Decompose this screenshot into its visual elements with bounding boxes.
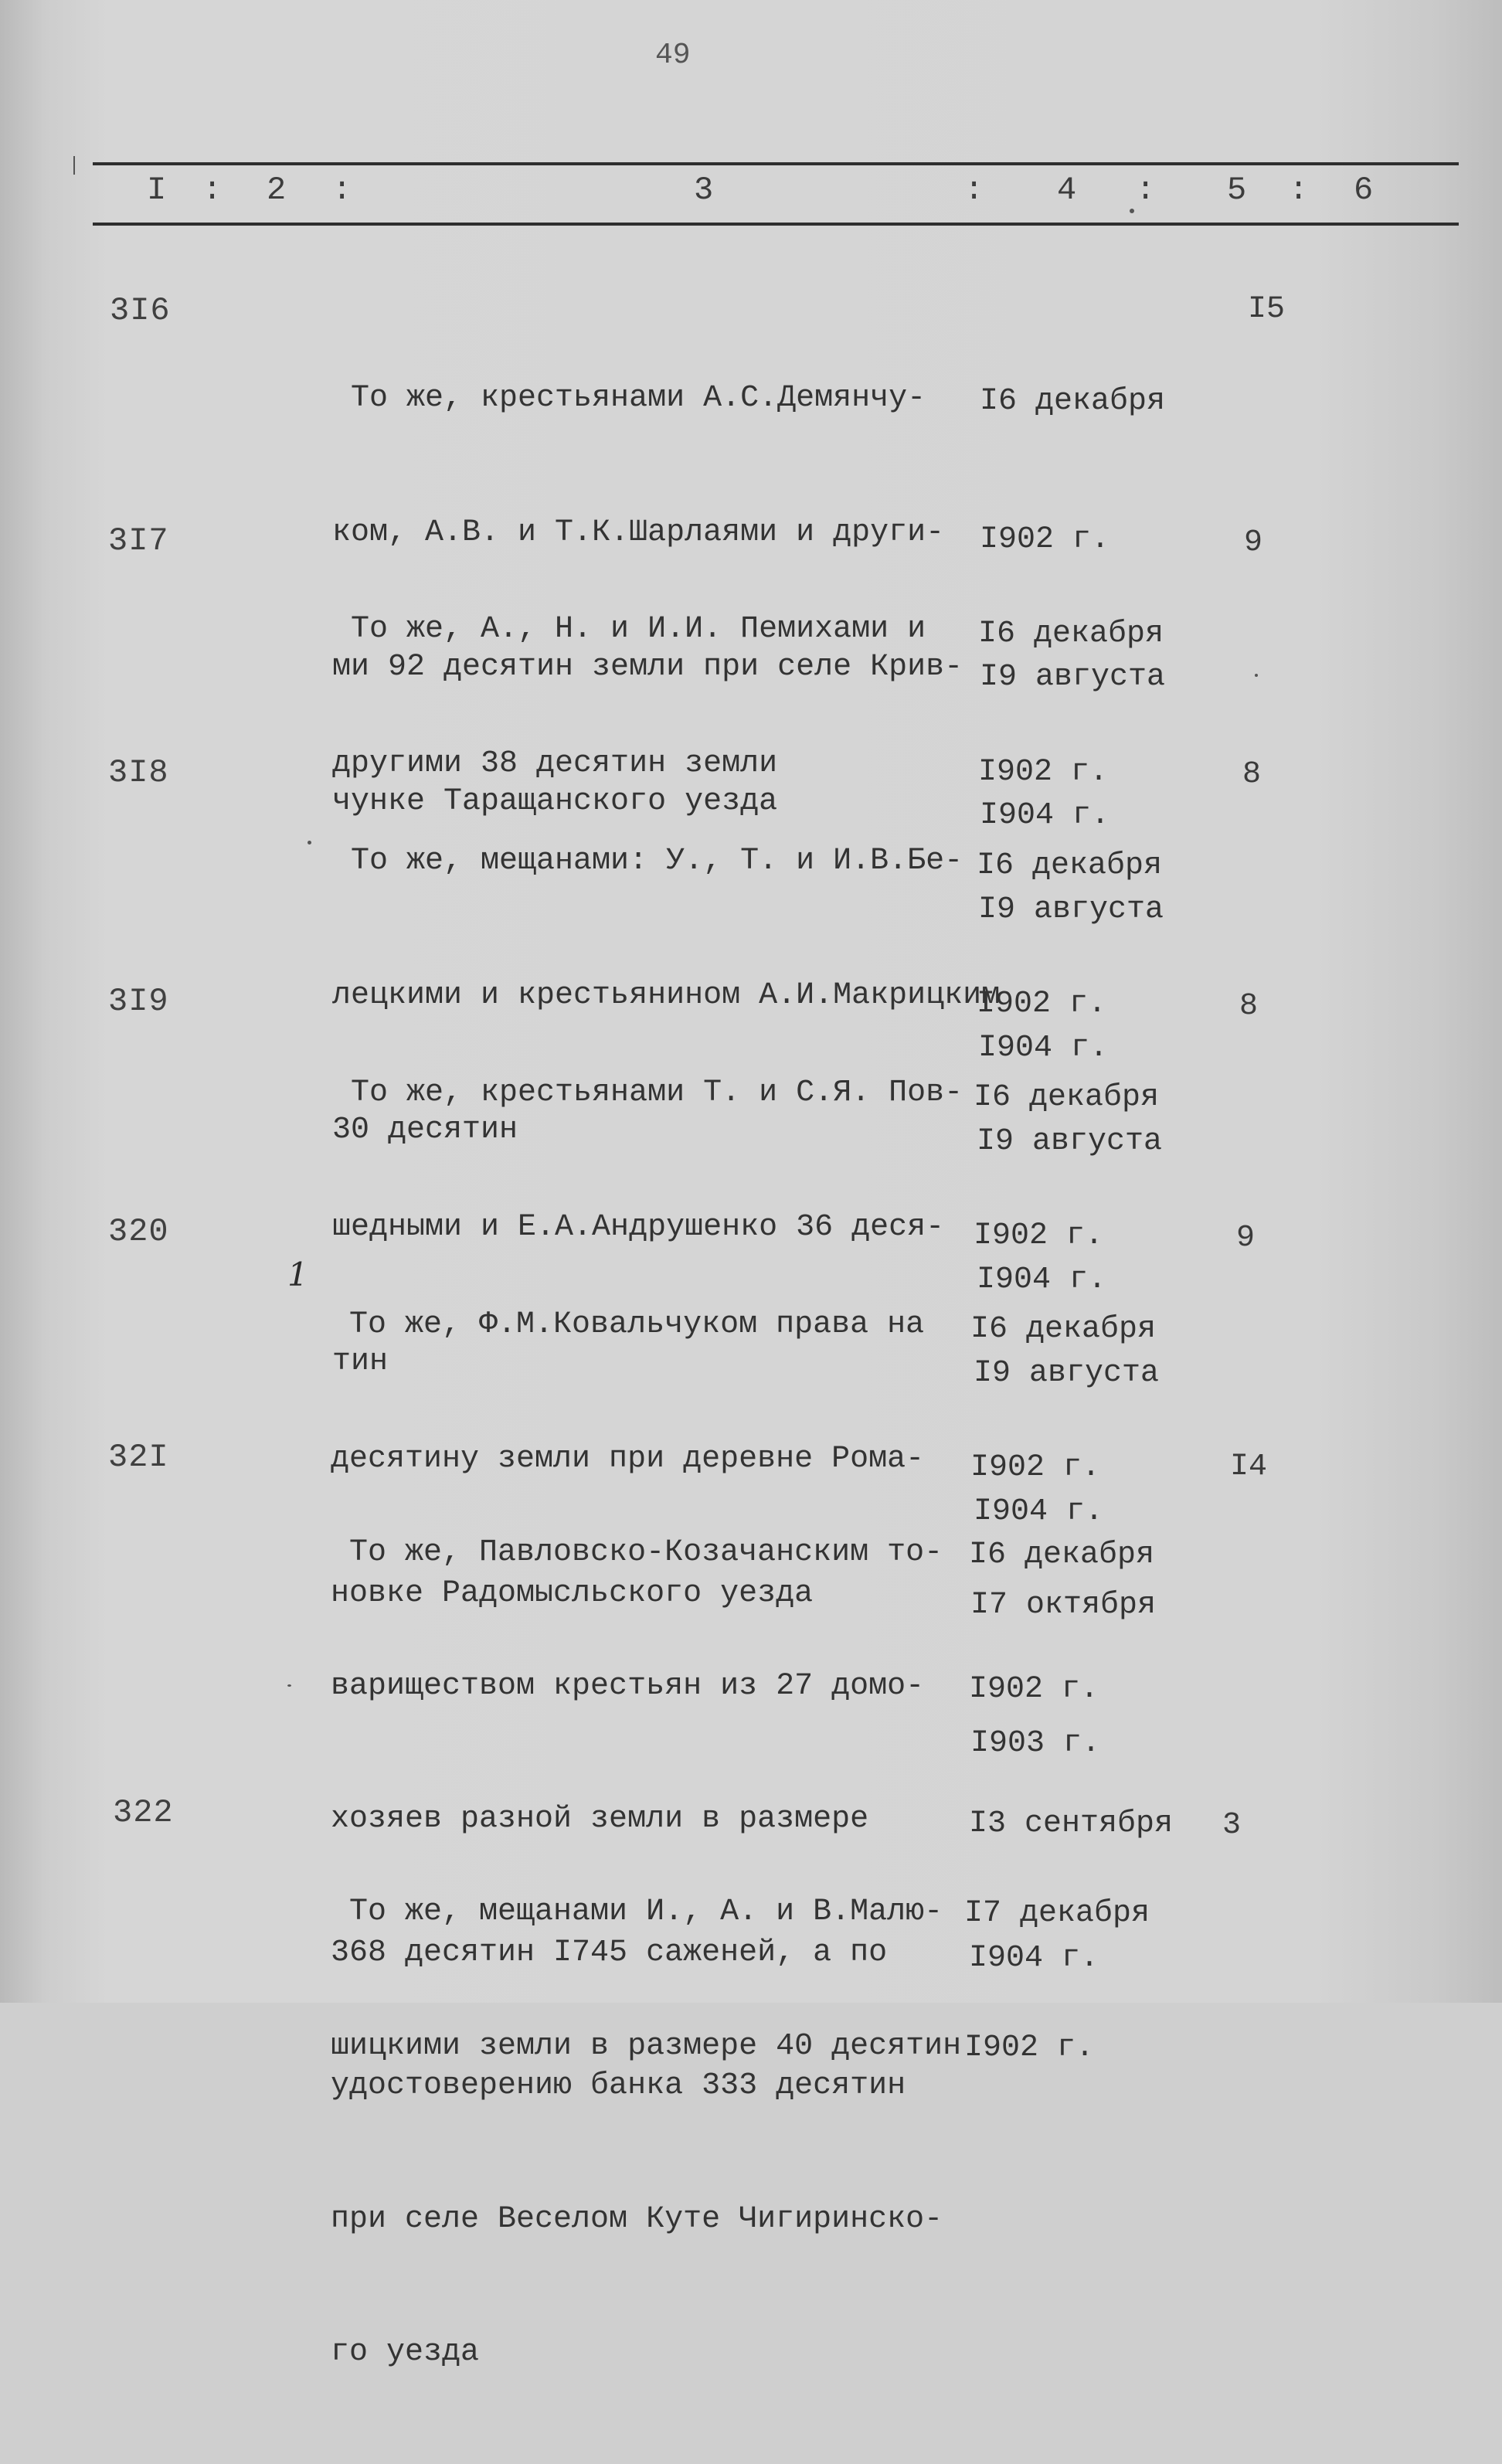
row-number: 3I6 [110, 292, 171, 329]
date-line: I902 г. [964, 2031, 1095, 2065]
column-separator: : [1289, 172, 1309, 209]
row-count: I5 [1248, 292, 1286, 327]
date-line: I6 декабря [978, 617, 1164, 651]
column-separator: : [964, 172, 984, 209]
row-description [331, 1800, 961, 2159]
column-header-5: 5 [1227, 172, 1247, 209]
description-line: вариществом крестьян из 27 домо- [331, 1668, 925, 1704]
description-line: чунке Таращанского уезда [332, 784, 778, 819]
date-line: I7 октября [970, 1588, 1157, 1623]
scan-speck [287, 1684, 291, 1687]
date-line: I902 г. [977, 986, 1107, 1021]
description-line: То же, крестьянами Т. и С.Я. Пов- [332, 1076, 963, 1110]
date-line: I7 декабря [964, 1896, 1150, 1931]
date-line: I3 сентября [969, 1806, 1174, 1841]
date-line: I6 декабря [977, 848, 1163, 883]
row-number: 3I7 [108, 522, 169, 559]
date-line: I9 августа [974, 1356, 1160, 1391]
row-count: 9 [1236, 1221, 1256, 1256]
column-header-2: 2 [267, 172, 287, 209]
table-header-top-rule [93, 162, 1459, 165]
description-line: То же, Павловско-Козачанским то- [331, 1535, 943, 1570]
date-line: I902 г. [969, 1672, 1099, 1707]
date-line: I904 г. [980, 797, 1110, 833]
date-line: I9 августа [978, 892, 1164, 927]
date-line: I903 г. [970, 1725, 1101, 1761]
date-line: I902 г. [978, 754, 1109, 790]
description-line: То же, Ф.М.Ковальчуком права на [331, 1307, 925, 1342]
row-number: 3I8 [108, 754, 169, 791]
margin-tick [73, 156, 75, 175]
row-count: 8 [1239, 989, 1259, 1024]
description-line: лецкими и крестьянином А.И.Макрицким [332, 978, 1001, 1013]
scan-speck [308, 841, 311, 845]
margin-handwritten-note: 1 [287, 1256, 308, 1293]
description-line: другими 38 десятин земли [332, 746, 778, 781]
description-line: тин [332, 1344, 389, 1379]
description-line: То же, крестьянами А.С.Демянчу- [332, 381, 926, 416]
row-number: 32I [108, 1439, 169, 1476]
date-line: I9 августа [980, 660, 1166, 695]
row-dates [964, 1802, 1150, 2160]
date-line: I902 г. [974, 1218, 1104, 1253]
description-line: хозяев разной земли в размере [331, 1802, 869, 1837]
column-separator: : [202, 172, 223, 209]
description-line: го уезда [331, 2335, 480, 2370]
description-line: 30 десятин [332, 1113, 518, 1147]
row-count: 3 [1222, 1808, 1242, 1843]
date-line: I904 г. [974, 1494, 1104, 1529]
table-header-bottom-rule [93, 223, 1459, 226]
column-header-1: I [147, 172, 167, 209]
column-separator: : [1136, 172, 1156, 209]
page-number: 49 [655, 39, 691, 72]
scan-speck [1130, 209, 1134, 213]
description-line: десятину земли при деревне Рома- [331, 1442, 925, 1477]
date-line: I9 августа [977, 1124, 1163, 1159]
date-line: I902 г. [980, 522, 1110, 557]
description-line: при селе Веселом Куте Чигиринско- [331, 2201, 943, 2237]
row-number: 320 [108, 1213, 169, 1250]
description-line: То же, А., Н. и И.И. Пемихами и [332, 612, 926, 647]
date-line: I6 декабря [969, 1538, 1155, 1572]
description-line: ком, А.В. и Т.К.Шарлаями и други- [332, 515, 945, 550]
scan-speck [1255, 674, 1258, 677]
description-line: То же, мещанами И., А. и В.Малю- [331, 1895, 943, 1929]
date-line: I6 декабря [980, 384, 1166, 419]
description-line: То же, мещанами: У., Т. и И.В.Бе- [332, 844, 963, 879]
date-line: I6 декабря [970, 1312, 1157, 1347]
description-line: 368 десятин I745 саженей, а по [331, 1935, 888, 1970]
row-count: 8 [1242, 757, 1262, 792]
column-header-3: 3 [694, 172, 714, 209]
row-count: 9 [1244, 525, 1263, 560]
description-line: шедными и Е.А.Андрушенко 36 деся- [332, 1210, 945, 1245]
column-header-4: 4 [1057, 172, 1077, 209]
row-number: 3I9 [108, 983, 169, 1020]
date-line: I904 г. [969, 1941, 1099, 1976]
description-line: удостоверению банка 333 десятин [331, 2068, 906, 2103]
row-count: I4 [1230, 1450, 1268, 1484]
date-line: I904 г. [977, 1262, 1107, 1297]
date-line: I6 декабря [974, 1080, 1160, 1115]
column-header-6: 6 [1354, 172, 1374, 209]
date-line: I904 г. [978, 1030, 1109, 1065]
date-line: I902 г. [970, 1450, 1101, 1485]
row-number: 322 [113, 1794, 174, 1831]
description-line: ми 92 десятин земли при селе Крив- [332, 650, 963, 685]
description-line: шицкими земли в размере 40 десятин [331, 2029, 962, 2064]
column-separator: : [332, 172, 352, 209]
description-line: новке Радомысльского уезда [331, 1576, 814, 1611]
